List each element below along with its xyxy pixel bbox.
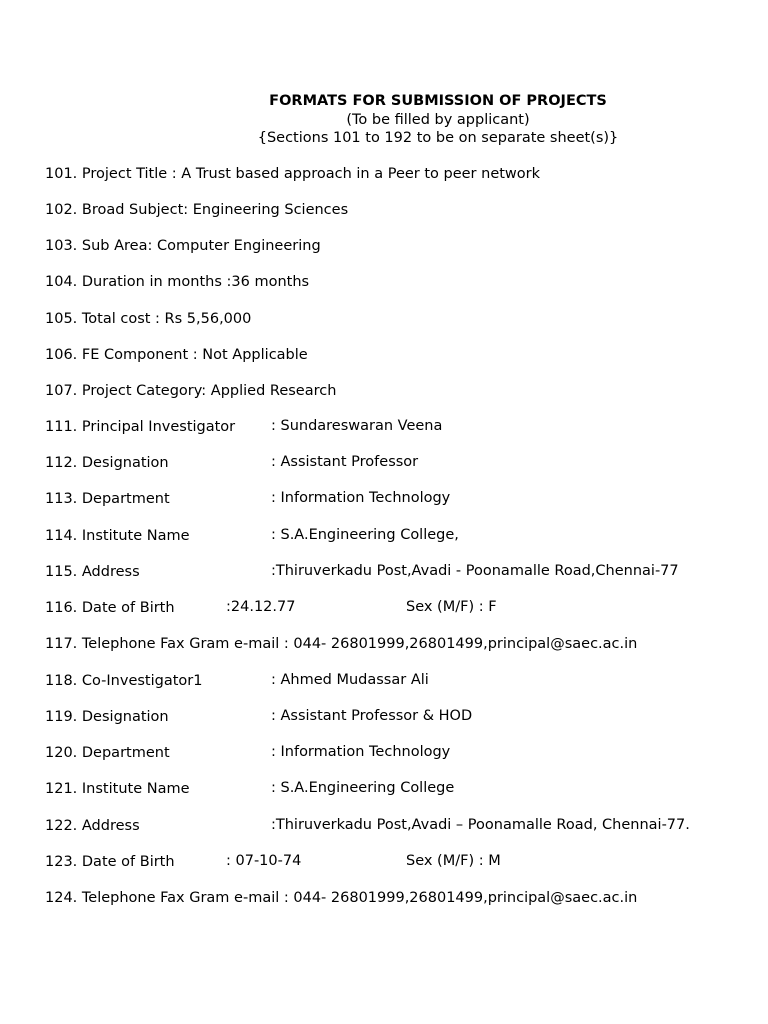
item-105: 105. Total cost : Rs 5,56,000 [45, 311, 252, 327]
item-121-value: : S.A.Engineering College [271, 780, 455, 796]
item-113-value: : Information Technology [271, 490, 451, 506]
item-113-label: 113. Department [45, 491, 170, 507]
item-124: 124. Telephone Fax Gram e-mail : 044- 26801999,26801499,principal@saec.ac.in [45, 890, 638, 906]
item-123-label: 123. Date of Birth [45, 854, 175, 870]
item-112-value: : Assistant Professor [271, 454, 419, 470]
item-114-value: : S.A.Engineering College, [271, 527, 459, 543]
item-121-label: 121. Institute Name [45, 781, 190, 797]
item-112-label: 112. Designation [45, 455, 169, 471]
item-115-label: 115. Address [45, 564, 140, 580]
item-101: 101. Project Title : A Trust based approach in a Peer to peer network [45, 166, 541, 182]
item-118-label: 118. Co-Investigator1 [45, 673, 203, 689]
item-111 [45, 418, 235, 436]
item-116-sex: Sex (M/F) : F [406, 599, 497, 615]
item-123-sex: Sex (M/F) : M [406, 853, 501, 869]
item-122-label: 122. Address [45, 818, 140, 834]
item-111-label: 111. Principal Investigator [45, 419, 236, 435]
item-122-value: :Thiruverkadu Post,Avadi – Poonamalle Road, Chennai-77. [271, 817, 690, 833]
document-header [0, 92, 768, 148]
item-119-value: : Assistant Professor & HOD [271, 708, 473, 724]
item-114-label: 114. Institute Name [45, 528, 190, 544]
item-115-value: :Thiruverkadu Post,Avadi - Poonamalle Road,Chennai-77 [271, 563, 679, 579]
item-117: 117. Telephone Fax Gram e-mail : 044- 26801999,26801499,principal@saec.ac.in [45, 636, 638, 652]
item-103: 103. Sub Area: Computer Engineering [45, 238, 321, 254]
item-116-value: :24.12.77 [226, 599, 296, 615]
item-106: 106. FE Component : Not Applicable [45, 347, 308, 363]
item-111-value: : Sundareswaran Veena [271, 418, 443, 434]
item-118-value: : Ahmed Mudassar Ali [271, 672, 429, 688]
item-120-value: : Information Technology [271, 744, 451, 760]
item-102: 102. Broad Subject: Engineering Sciences [45, 202, 349, 218]
item-123-value: : 07-10-74 [226, 853, 302, 869]
document-title: FORMATS FOR SUBMISSION OF PROJECTS [269, 93, 607, 109]
item-116-label: 116. Date of Birth [45, 600, 175, 616]
item-119-label: 119. Designation [45, 709, 169, 725]
item-107: 107. Project Category: Applied Research [45, 383, 337, 399]
item-104: 104. Duration in months :36 months [45, 274, 310, 290]
item-120-label: 120. Department [45, 745, 170, 761]
document-subtitle: (To be filled by applicant) [346, 111, 530, 128]
document-note: {Sections 101 to 192 to be on separate sheet(s)} [257, 130, 619, 146]
